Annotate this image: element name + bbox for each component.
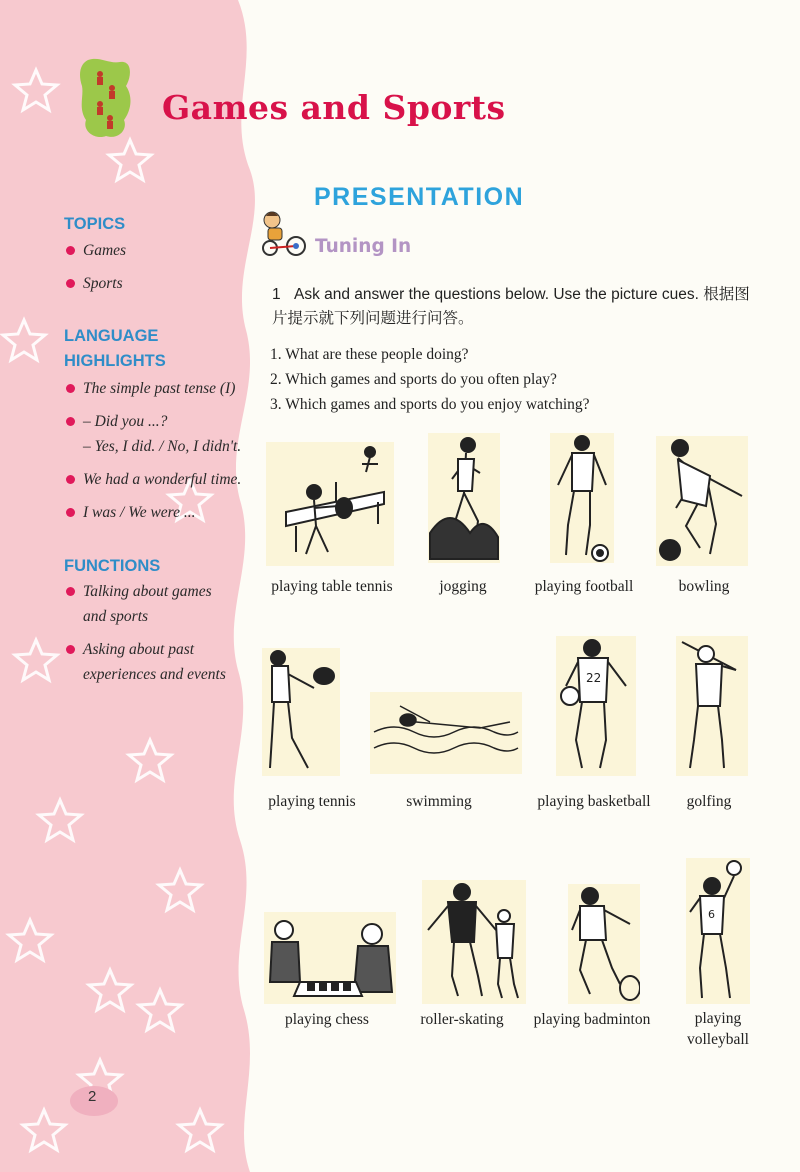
topics-section [64, 212, 126, 296]
unit-title: Games and Sports [162, 88, 506, 127]
picture-caption: playing badminton [533, 1011, 651, 1028]
bullet-icon [66, 417, 75, 426]
svg-text:6: 6 [708, 908, 715, 921]
exercise-instruction [272, 283, 754, 331]
svg-text:22: 22 [586, 671, 602, 685]
picture-caption: golfing [686, 793, 732, 810]
highlight-item: We had a wonderful time. [64, 467, 241, 492]
bullet-icon [66, 246, 75, 255]
picture-caption: playing basketball [537, 793, 651, 810]
picture-caption: playing tennis [268, 793, 356, 810]
football-illustration [550, 433, 614, 563]
question-list [270, 342, 750, 417]
bullet-icon [66, 475, 75, 484]
badminton-illustration [568, 884, 640, 1004]
language-highlights-heading: LANGUAGE HIGHLIGHTS [64, 327, 166, 370]
function-item: Talking about games and sports [64, 579, 226, 629]
topic-item: Sports [64, 271, 126, 296]
bullet-icon [66, 279, 75, 288]
swimming-illustration [370, 692, 522, 774]
instruction-text: Ask and answer the questions below. Use the picture cues. 根据图片提示就下列问题进行问答。 [272, 286, 750, 327]
volleyball-illustration [686, 858, 750, 1004]
tennis-illustration [262, 648, 340, 776]
picture-caption: roller-skating [420, 1011, 504, 1028]
picture-caption: swimming [406, 793, 472, 810]
bullet-icon [66, 587, 75, 596]
question-item: 3. Which games and sports do you enjoy watching? [270, 396, 590, 413]
topic-item: Games [64, 238, 126, 263]
highlight-item: – Did you ...? – Yes, I did. / No, I didn't. [64, 409, 241, 459]
tuning-in-title: Tuning In [315, 236, 412, 257]
bullet-icon [66, 508, 75, 517]
question-item: 2. Which games and sports do you often play? [270, 371, 557, 388]
question-item: 1. What are these people doing? [270, 346, 469, 363]
cyclist-icon [258, 208, 310, 258]
golfing-illustration [676, 636, 748, 776]
picture-caption: playing table tennis [271, 578, 393, 595]
bullet-icon [66, 645, 75, 654]
topics-heading: TOPICS [64, 215, 126, 233]
picture-caption: jogging [439, 578, 487, 595]
roller-skating-illustration [422, 880, 526, 1004]
highlight-item: I was / We were ... [64, 500, 241, 525]
exercise-number: 1 [272, 286, 281, 303]
function-item: Asking about past experiences and events [64, 637, 226, 687]
page-number: 2 [88, 1088, 97, 1105]
basketball-illustration [556, 636, 636, 776]
picture-caption: bowling [678, 578, 730, 595]
picture-caption: playing volleyball [687, 1010, 749, 1048]
chess-illustration [264, 912, 396, 1004]
picture-caption: playing chess [285, 1011, 369, 1028]
bowling-illustration [656, 436, 748, 566]
language-highlights-section [64, 324, 241, 525]
unit-badge-icon [78, 56, 134, 140]
table-tennis-illustration [266, 442, 394, 566]
functions-section [64, 554, 226, 687]
jogging-illustration [428, 433, 500, 563]
picture-caption: playing football [534, 578, 634, 595]
functions-heading: FUNCTIONS [64, 557, 161, 575]
presentation-title: PRESENTATION [314, 183, 525, 211]
bullet-icon [66, 384, 75, 393]
highlight-item: The simple past tense (I) [64, 376, 241, 401]
